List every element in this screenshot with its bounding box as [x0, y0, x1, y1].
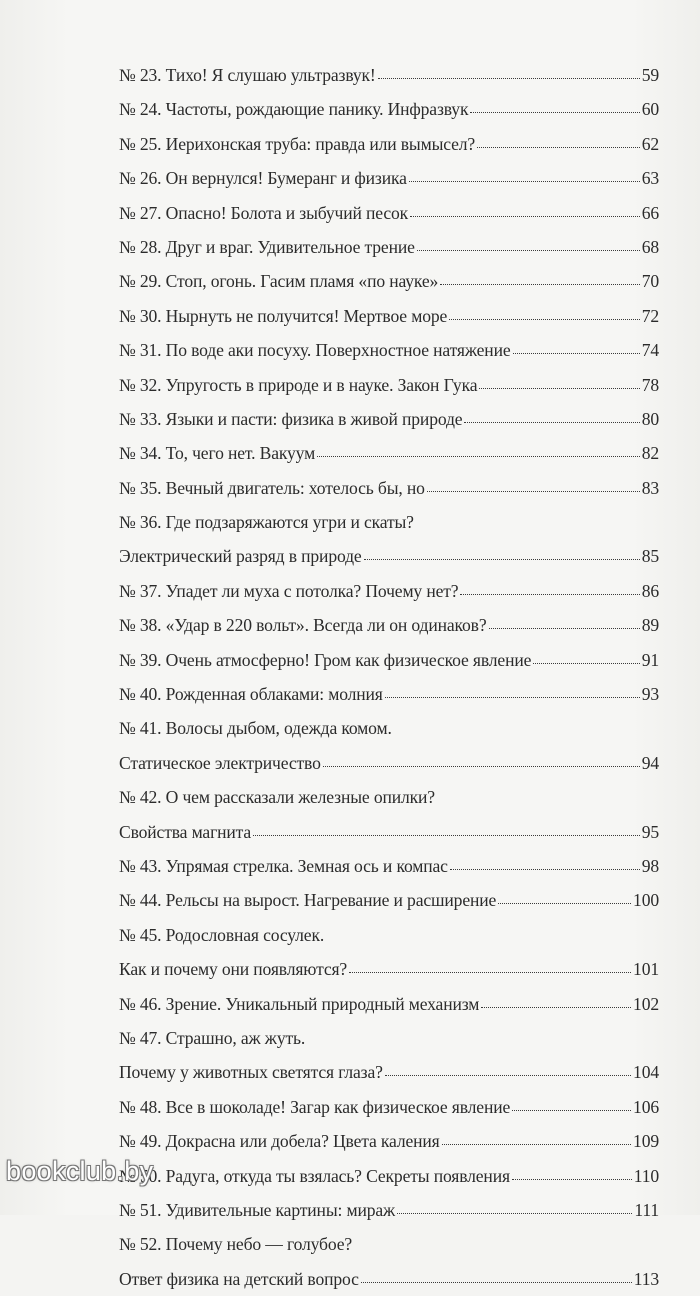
toc-entry-title: Свойства магнита [119, 821, 252, 842]
table-of-contents [119, 58, 659, 1296]
toc-entry-line [119, 780, 659, 814]
toc-entry [119, 574, 659, 608]
toc-entry-last-line [119, 883, 659, 917]
dot-leader [440, 284, 640, 285]
toc-entry-title: № 32. Упругость в природе и в науке. Закон Гука [119, 374, 478, 395]
toc-entry-page-number: 63 [641, 168, 659, 189]
dot-leader [317, 456, 640, 457]
toc-entry-title: Статическое электричество [119, 752, 321, 773]
toc-entry-title: № 25. Иерихонская труба: правда или вымысел? [119, 133, 476, 154]
toc-entry-last-line [119, 952, 659, 986]
toc-entry-title: Как и почему они появляются? [119, 959, 348, 980]
toc-entry-title: № 36. Где подзаряжаются угри и скаты? [119, 512, 414, 533]
toc-entry-title: № 38. «Удар в 220 вольт». Всегда ли он одинаков? [119, 615, 487, 636]
toc-entry-page-number: 82 [641, 443, 659, 464]
dot-leader [409, 181, 640, 182]
toc-entry-last-line [119, 643, 659, 677]
dot-leader [470, 112, 639, 113]
toc-entry [119, 711, 659, 780]
toc-entry-title: № 34. То, чего нет. Вакуум [119, 443, 316, 464]
toc-entry-page-number: 94 [641, 752, 659, 773]
toc-entry-page-number: 102 [633, 993, 659, 1014]
toc-entry-title: № 45. Родословная сосулек. [119, 924, 325, 945]
toc-entry-page-number: 86 [641, 580, 659, 601]
dot-leader [361, 1282, 632, 1283]
toc-entry-last-line [119, 1193, 659, 1227]
toc-entry [119, 987, 659, 1021]
dot-leader [460, 594, 639, 595]
toc-entry-last-line [119, 1159, 659, 1193]
toc-entry [119, 677, 659, 711]
toc-entry-last-line [119, 746, 659, 780]
toc-entry-page-number: 80 [641, 408, 659, 429]
dot-leader [253, 835, 640, 836]
toc-entry [119, 608, 659, 642]
toc-entry-title: № 47. Страшно, аж жуть. [119, 1027, 306, 1048]
toc-entry [119, 230, 659, 264]
dot-leader [481, 1007, 631, 1008]
toc-entry-title: № 33. Языки и пасти: физика в живой природе [119, 408, 463, 429]
toc-entry-last-line [119, 92, 659, 126]
toc-entry-page-number: 95 [641, 821, 659, 842]
dot-leader [364, 559, 640, 560]
toc-entry-last-line [119, 677, 659, 711]
dot-leader [449, 319, 640, 320]
toc-entry [119, 918, 659, 987]
dot-leader [397, 1213, 632, 1214]
toc-entry-title: № 26. Он вернулся! Бумеранг и физика [119, 168, 407, 189]
toc-entry-page-number: 110 [633, 1165, 659, 1186]
toc-entry-page-number: 93 [641, 684, 659, 705]
dot-leader [378, 78, 640, 79]
dot-leader [385, 1075, 631, 1076]
toc-entry-title: № 42. О чем рассказали железные опилки? [119, 787, 435, 808]
toc-entry-title: № 50. Радуга, откуда ты взялась? Секреты появления [119, 1165, 510, 1186]
toc-entry-line [119, 918, 659, 952]
toc-entry-title: № 52. Почему небо — голубое? [119, 1234, 353, 1255]
toc-entry-title: № 48. Все в шоколаде! Загар как физическое явление [119, 1096, 511, 1117]
toc-entry-page-number: 91 [641, 649, 659, 670]
toc-entry-title: № 41. Волосы дыбом, одежда комом. [119, 718, 392, 739]
toc-entry-last-line [119, 264, 659, 298]
toc-entry [119, 436, 659, 470]
toc-entry [119, 471, 659, 505]
dot-leader [479, 388, 639, 389]
dot-leader [417, 250, 640, 251]
toc-entry-title: № 35. Вечный двигатель: хотелось бы, но [119, 477, 425, 498]
dot-leader [512, 1110, 631, 1111]
toc-entry-title: № 44. Рельсы на вырост. Нагревание и расширение [119, 890, 497, 911]
dot-leader [450, 869, 640, 870]
toc-entry-last-line [119, 539, 659, 573]
toc-entry-last-line [119, 815, 659, 849]
toc-entry-page-number: 106 [633, 1096, 659, 1117]
toc-entry-page-number: 78 [641, 374, 659, 395]
toc-entry-line [119, 711, 659, 745]
toc-entry-title: № 46. Зрение. Уникальный природный механизм [119, 993, 480, 1014]
toc-entry-title: № 39. Очень атмосферно! Гром как физическое явление [119, 649, 532, 670]
toc-entry-last-line [119, 299, 659, 333]
dot-leader [489, 628, 640, 629]
toc-entry [119, 1227, 659, 1296]
dot-leader [512, 1179, 632, 1180]
toc-entry [119, 264, 659, 298]
toc-entry-last-line [119, 987, 659, 1021]
toc-entry-title: № 43. Упрямая стрелка. Земная ось и компас [119, 855, 448, 876]
toc-entry-last-line [119, 127, 659, 161]
toc-entry-last-line [119, 1090, 659, 1124]
toc-entry-page-number: 66 [641, 202, 659, 223]
toc-entry-last-line [119, 196, 659, 230]
toc-entry [119, 58, 659, 92]
toc-entry-page-number: 83 [641, 477, 659, 498]
toc-entry [119, 127, 659, 161]
dot-leader [385, 697, 640, 698]
toc-entry-page-number: 101 [633, 959, 659, 980]
toc-entry [119, 402, 659, 436]
toc-entry-last-line [119, 1124, 659, 1158]
toc-entry [119, 883, 659, 917]
toc-entry-page-number: 60 [641, 99, 659, 120]
toc-entry-last-line [119, 230, 659, 264]
toc-entry-last-line [119, 608, 659, 642]
toc-entry-title: № 40. Рожденная облаками: молния [119, 684, 383, 705]
toc-entry-last-line [119, 849, 659, 883]
toc-entry [119, 92, 659, 126]
toc-entry [119, 1193, 659, 1227]
toc-entry [119, 196, 659, 230]
toc-entry-last-line [119, 1262, 659, 1296]
toc-entry-title: Электрический разряд в природе [119, 546, 362, 567]
toc-entry-title: № 31. По воде аки посуху. Поверхностное натяжение [119, 340, 511, 361]
toc-entry-page-number: 59 [641, 65, 659, 85]
toc-entry-page-number: 62 [641, 133, 659, 154]
toc-entry-page-number: 89 [641, 615, 659, 636]
toc-entry [119, 643, 659, 677]
toc-entry-title: № 30. Нырнуть не получится! Мертвое море [119, 305, 448, 326]
dot-leader [410, 216, 640, 217]
toc-entry-title: № 24. Частоты, рождающие панику. Инфразвук [119, 99, 469, 120]
toc-entry-title: № 29. Стоп, огонь. Гасим пламя «по науке» [119, 271, 439, 292]
toc-entry-page-number: 72 [641, 305, 659, 326]
toc-entry-last-line [119, 58, 659, 92]
toc-entry-last-line [119, 402, 659, 436]
dot-leader [349, 972, 631, 973]
watermark-text: bookclub.by [6, 1156, 154, 1186]
toc-entry-last-line [119, 471, 659, 505]
toc-entry [119, 505, 659, 574]
toc-entry-title: № 51. Удивительные картины: мираж [119, 1199, 396, 1220]
toc-entry-page-number: 74 [641, 340, 659, 361]
dot-leader [442, 1144, 631, 1145]
toc-entry-page-number: 98 [641, 855, 659, 876]
toc-entry [119, 1124, 659, 1158]
toc-entry [119, 299, 659, 333]
toc-entry-title: Почему у животных светятся глаза? [119, 1062, 383, 1083]
toc-entry-page-number: 70 [641, 271, 659, 292]
toc-entry-title: № 27. Опасно! Болота и зыбучий песок [119, 202, 409, 223]
toc-entry [119, 368, 659, 402]
toc-entry-line [119, 1227, 659, 1261]
toc-entry-last-line [119, 1055, 659, 1089]
toc-entry-page-number: 68 [641, 236, 659, 257]
dot-leader [464, 422, 639, 423]
toc-entry-page-number: 111 [634, 1199, 659, 1220]
toc-entry-page-number: 109 [633, 1131, 659, 1152]
toc-entry [119, 1090, 659, 1124]
dot-leader [533, 663, 639, 664]
dot-leader [427, 491, 640, 492]
toc-entry-title: № 37. Упадет ли муха с потолка? Почему нет? [119, 580, 459, 601]
toc-entry-title: № 23. Тихо! Я слушаю ультразвук! [119, 65, 376, 85]
toc-entry-title: Ответ физика на детский вопрос [119, 1268, 359, 1289]
dot-leader [477, 147, 640, 148]
toc-entry-title: № 28. Друг и враг. Удивительное трение [119, 236, 415, 257]
toc-entry-last-line [119, 161, 659, 195]
toc-entry-page-number: 113 [633, 1268, 659, 1289]
toc-entry-last-line [119, 436, 659, 470]
toc-entry [119, 780, 659, 849]
toc-entry [119, 1159, 659, 1193]
toc-entry-line [119, 1021, 659, 1055]
toc-entry-page-number: 85 [641, 546, 659, 567]
toc-entry-last-line [119, 333, 659, 367]
toc-entry-page-number: 104 [633, 1062, 659, 1083]
toc-entry-page-number: 100 [633, 890, 659, 911]
toc-entry-line [119, 505, 659, 539]
toc-entry [119, 1021, 659, 1090]
toc-entry-last-line [119, 368, 659, 402]
dot-leader [323, 766, 640, 767]
toc-entry-title: № 49. Докрасна или добела? Цвета каления [119, 1131, 440, 1152]
toc-entry-last-line [119, 574, 659, 608]
toc-entry [119, 161, 659, 195]
dot-leader [513, 353, 640, 354]
dot-leader [498, 903, 631, 904]
toc-entry [119, 849, 659, 883]
toc-entry [119, 333, 659, 367]
